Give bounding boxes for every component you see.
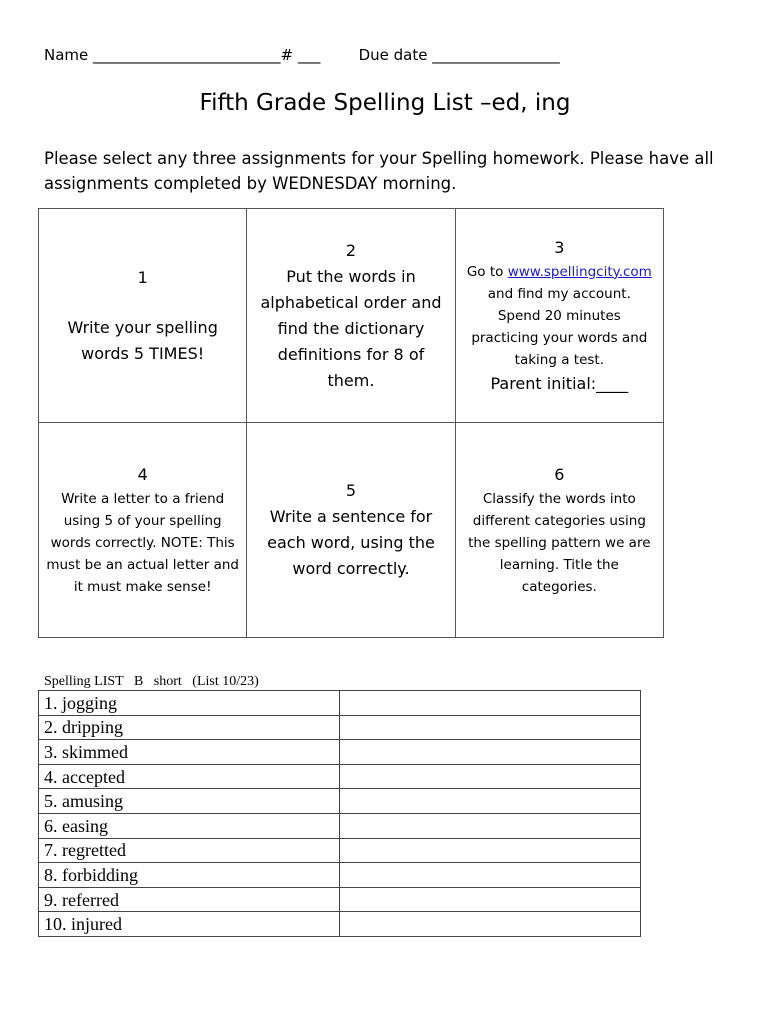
blank-cell[interactable]	[340, 789, 641, 814]
spelling-word: 6. easing	[39, 813, 340, 838]
spelling-word: 3. skimmed	[39, 740, 340, 765]
parent-initial-field[interactable]: Parent initial:____	[490, 373, 629, 393]
assignment-number: 2	[345, 240, 357, 260]
spelling-word: 1. jogging	[39, 691, 340, 716]
due-date-field[interactable]: _________________	[432, 46, 560, 64]
spelling-word: 2. dripping	[39, 715, 340, 740]
assignment-number: 5	[345, 481, 357, 500]
name-label: Name	[44, 46, 89, 64]
assignment-cell-6	[455, 423, 663, 638]
table-row	[39, 715, 641, 740]
assignment-text	[462, 261, 657, 371]
blank-cell[interactable]	[340, 740, 641, 765]
assignment-cell-2	[247, 209, 455, 423]
assignment-cell-1	[39, 209, 247, 423]
assignment-text: Write a sentence for each word, using the word correctly.	[267, 507, 435, 578]
blank-cell[interactable]	[340, 691, 641, 716]
spelling-list-caption: Spelling LIST B short (List 10/23)	[44, 674, 259, 689]
assignment-cell-5	[247, 423, 455, 638]
table-row	[39, 912, 641, 937]
blank-cell[interactable]	[340, 764, 641, 789]
assignment-prefix: Go to	[466, 263, 504, 280]
number-label: #	[280, 46, 294, 64]
assignment-grid	[38, 208, 664, 638]
assignment-cell-4	[39, 423, 247, 638]
blank-cell[interactable]	[340, 715, 641, 740]
instructions: Please select any three assignments for your Spelling homework. Please have all assignments completed by WEDNESDAY morning.	[44, 149, 714, 193]
table-row	[39, 764, 641, 789]
table-row	[39, 887, 641, 912]
spelling-list-table	[38, 690, 641, 937]
blank-cell[interactable]	[340, 912, 641, 937]
number-field[interactable]: ___	[297, 46, 321, 64]
blank-cell[interactable]	[340, 813, 641, 838]
table-row	[39, 789, 641, 814]
assignment-text: Classify the words into different categories using the spelling pattern we are learning. Title the categories.	[468, 491, 651, 595]
spelling-word: 5. amusing	[39, 789, 340, 814]
spelling-word: 4. accepted	[39, 764, 340, 789]
spelling-word: 7. regretted	[39, 838, 340, 863]
spelling-word: 9. referred	[39, 887, 340, 912]
spelling-word: 8. forbidding	[39, 863, 340, 888]
assignment-number: 1	[137, 267, 148, 287]
header-line	[44, 46, 560, 64]
table-row	[39, 813, 641, 838]
assignment-number: 6	[554, 465, 565, 484]
blank-cell[interactable]	[340, 863, 641, 888]
assignment-cell-3	[455, 209, 663, 423]
page-title: Fifth Grade Spelling List –ed, ing	[199, 90, 571, 116]
assignment-text: Write your spelling words 5 TIMES!	[67, 317, 218, 363]
assignment-number: 3	[554, 237, 565, 257]
table-row	[39, 691, 641, 716]
due-date-label: Due date	[358, 46, 428, 64]
table-row	[39, 863, 641, 888]
assignment-number: 4	[137, 465, 148, 484]
table-row	[39, 838, 641, 863]
spelling-word: 10. injured	[39, 912, 340, 937]
blank-cell[interactable]	[340, 887, 641, 912]
table-row	[39, 740, 641, 765]
assignment-text: Write a letter to a friend using 5 of your spelling words correctly. NOTE: This must be an actual letter and it must make sense!	[46, 491, 239, 595]
blank-cell[interactable]	[340, 838, 641, 863]
assignment-text: Put the words in alphabetical order and find the dictionary definitions for 8 of them.	[260, 266, 442, 390]
spellingcity-link[interactable]: www.spellingcity.com	[507, 263, 652, 280]
assignment-body: and find my account. Spend 20 minutes practicing your words and taking a test.	[471, 285, 648, 368]
name-field[interactable]: _________________________	[93, 46, 281, 64]
